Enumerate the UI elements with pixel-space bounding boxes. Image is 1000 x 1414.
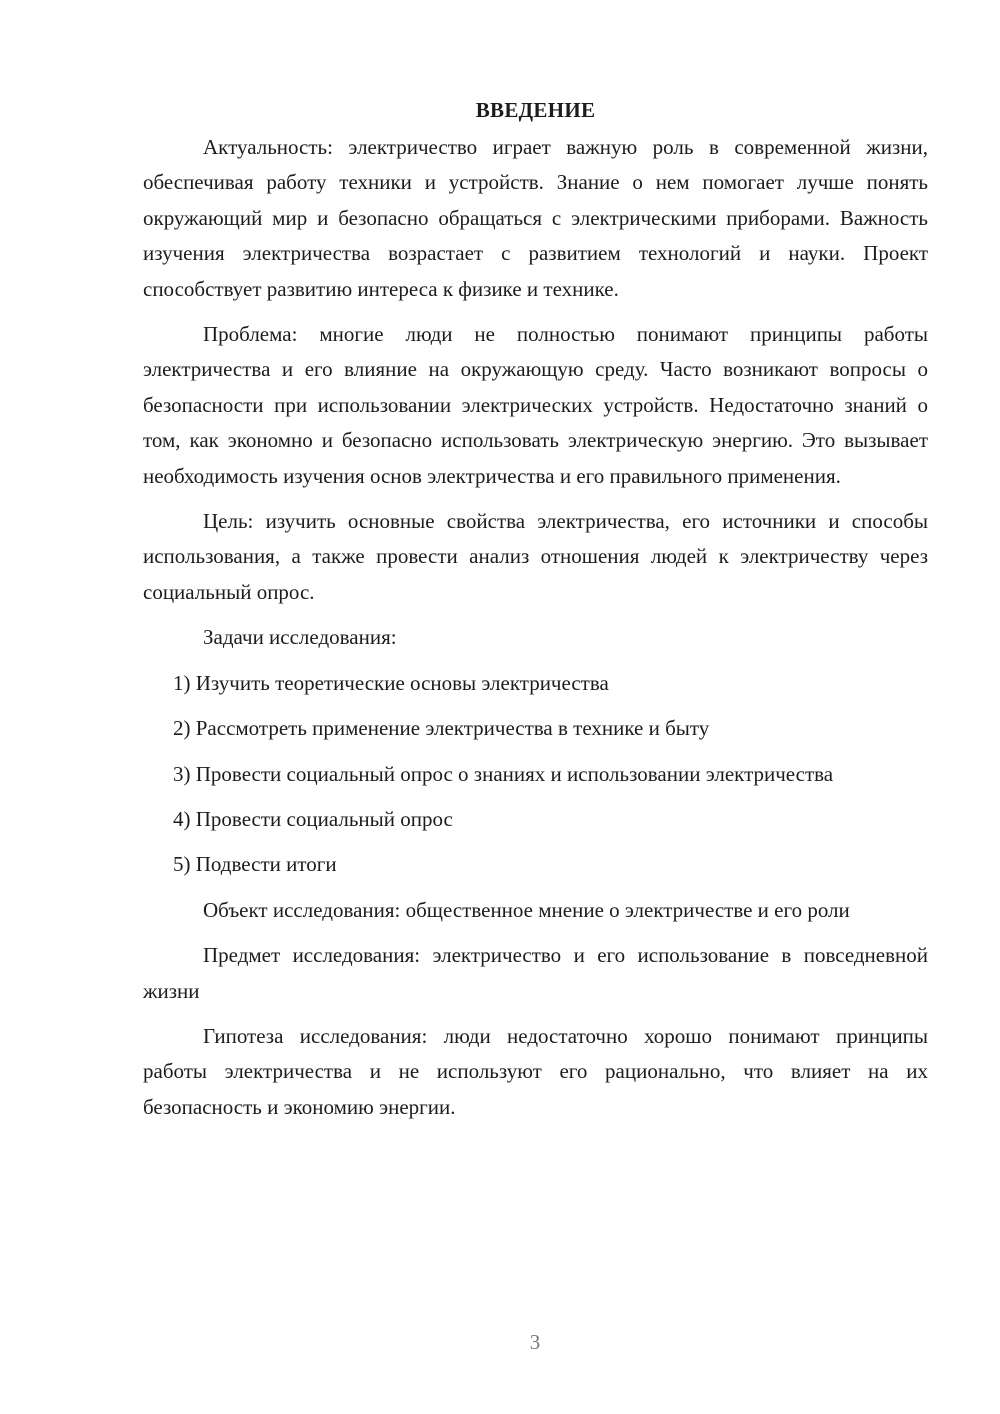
task-item: 2) Рассмотреть применение электричества в технике и быту	[173, 716, 710, 741]
subject-paragraph: Предмет исследования: электричество и его использование в повседневной жизни	[143, 943, 928, 1003]
task-item: 4) Провести социальный опрос	[173, 806, 453, 831]
task-item: 1) Изучить теоретические основы электричества	[173, 670, 609, 695]
task-item: 5) Подвести итоги	[173, 852, 337, 877]
page-number: 3	[529, 1330, 541, 1354]
section-heading: ВВЕДЕНИЕ	[475, 98, 596, 122]
relevance-paragraph: Актуальность: электричество играет важную роль в современной жизни, обеспечивая работу техники и устройств. Знание о нем помогает лучше понять окружающий мир и безопасно обращаться с электрическими приборами. Важность изучения электричества возрастает с развитием технологий и науки. Проект способствует развитию интереса к физике и технике.	[143, 135, 928, 301]
goal-paragraph: Цель: изучить основные свойства электричества, его источники и способы использования, а также провести анализ отношения людей к электричеству через социальный опрос.	[143, 509, 928, 604]
hypothesis-paragraph: Гипотеза исследования: люди недостаточно хорошо понимают принципы работы электричества и не используют его рационально, что влияет на их безопасность и экономию энергии.	[143, 1023, 928, 1119]
document-page	[143, 92, 928, 1135]
problem-paragraph: Проблема: многие люди не полностью понимают принципы работы электричества и его влияние на окружающую среду. Часто возникают вопросы о безопасности при использовании электрических устройств. Недостаточно знаний о том, как экономно и безопасно использовать электрическую энергию. Это вызывает необходимость изучения основ электричества и его правильного применения.	[143, 322, 928, 488]
object-paragraph: Объект исследования: общественное мнение о электричестве и его роли	[203, 897, 850, 922]
task-item: 3) Провести социальный опрос о знаниях и использовании электричества	[173, 761, 834, 786]
tasks-heading: Задачи исследования:	[203, 625, 397, 650]
